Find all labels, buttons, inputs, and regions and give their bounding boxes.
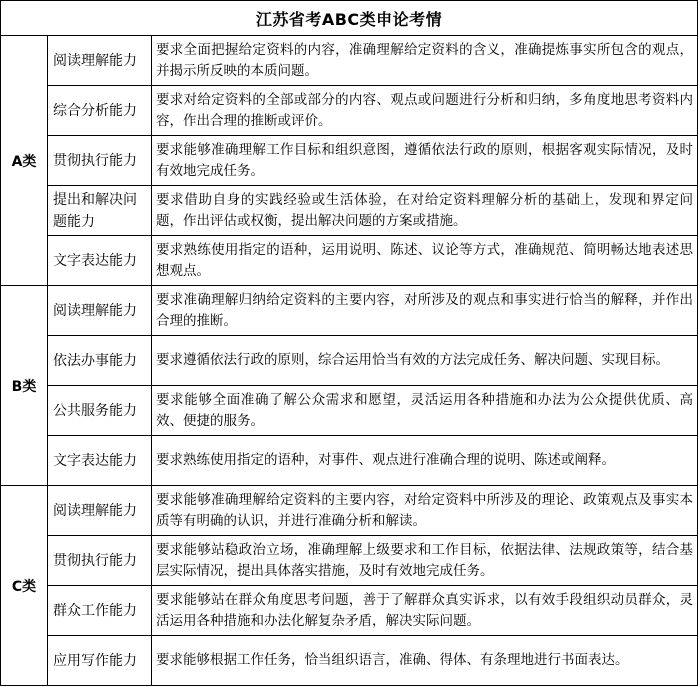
ability-name: 贯彻执行能力 <box>48 136 152 186</box>
table-row <box>1 186 698 236</box>
ability-name: 阅读理解能力 <box>48 486 152 536</box>
ability-name: 依法办事能力 <box>48 336 152 386</box>
table-row <box>1 286 698 336</box>
ability-description: 要求熟练使用指定的语种，对事件、观点进行准确合理的说明、陈述或阐释。 <box>152 436 698 486</box>
table-row <box>1 336 698 386</box>
table-row <box>1 586 698 636</box>
ability-description: 要求借助自身的实践经验或生活体验，在对给定资料理解分析的基础上，发现和界定问题，作出评估或权衡，提出解决问题的方案或措施。 <box>152 186 698 236</box>
table-row <box>1 236 698 286</box>
table-row <box>1 36 698 86</box>
table-row <box>1 436 698 486</box>
table-row <box>1 536 698 586</box>
ability-description: 要求熟练使用指定的语种，运用说明、陈述、议论等方式，准确规范、简明畅达地表述思想观点。 <box>152 236 698 286</box>
category-a-label: A类 <box>1 36 48 286</box>
table-title: 江苏省考ABC类申论考情 <box>1 1 698 36</box>
ability-description: 要求能够全面准确了解公众需求和愿望，灵活运用各种措施和办法为公众提供优质、高效、便捷的服务。 <box>152 386 698 436</box>
table-row <box>1 136 698 186</box>
category-c-label: C类 <box>1 486 48 686</box>
ability-description: 要求遵循依法行政的原则，综合运用恰当有效的方法完成任务、解决问题、实现目标。 <box>152 336 698 386</box>
ability-description: 要求能够准确理解工作目标和组织意图，遵循依法行政的原则，根据客观实际情况，及时有效地完成任务。 <box>152 136 698 186</box>
ability-name: 文字表达能力 <box>48 436 152 486</box>
ability-name: 贯彻执行能力 <box>48 536 152 586</box>
ability-name: 阅读理解能力 <box>48 36 152 86</box>
ability-name: 阅读理解能力 <box>48 286 152 336</box>
ability-description: 要求准确理解归纳给定资料的主要内容，对所涉及的观点和事实进行恰当的解释，并作出合理的推断。 <box>152 286 698 336</box>
table-row <box>1 486 698 536</box>
title-row <box>1 1 698 36</box>
table-row <box>1 86 698 136</box>
ability-name: 群众工作能力 <box>48 586 152 636</box>
ability-name: 应用写作能力 <box>48 636 152 686</box>
ability-description: 要求对给定资料的全部或部分的内容、观点或问题进行分析和归纳，多角度地思考资料内容，作出合理的推断或评价。 <box>152 86 698 136</box>
category-b-label: B类 <box>1 286 48 486</box>
ability-name: 文字表达能力 <box>48 236 152 286</box>
ability-description: 要求能够准确理解给定资料的主要内容，对给定资料中所涉及的理论、政策观点及事实本质等有明确的认识，并进行准确分析和解读。 <box>152 486 698 536</box>
ability-name: 提出和解决问题能力 <box>48 186 152 236</box>
table-row <box>1 636 698 686</box>
ability-description: 要求全面把握给定资料的内容，准确理解给定资料的含义，准确提炼事实所包含的观点，并揭示所反映的本质问题。 <box>152 36 698 86</box>
ability-description: 要求能够站在群众角度思考问题，善于了解群众真实诉求，以有效手段组织动员群众，灵活运用各种措施和办法化解复杂矛盾，解决实际问题。 <box>152 586 698 636</box>
ability-description: 要求能够站稳政治立场，准确理解上级要求和工作目标，依据法律、法规政策等，结合基层实际情况，提出具体落实措施，及时有效地完成任务。 <box>152 536 698 586</box>
ability-name: 综合分析能力 <box>48 86 152 136</box>
table-row <box>1 386 698 436</box>
ability-name: 公共服务能力 <box>48 386 152 436</box>
ability-description: 要求能够根据工作任务，恰当组织语言，准确、得体、有条理地进行书面表达。 <box>152 636 698 686</box>
